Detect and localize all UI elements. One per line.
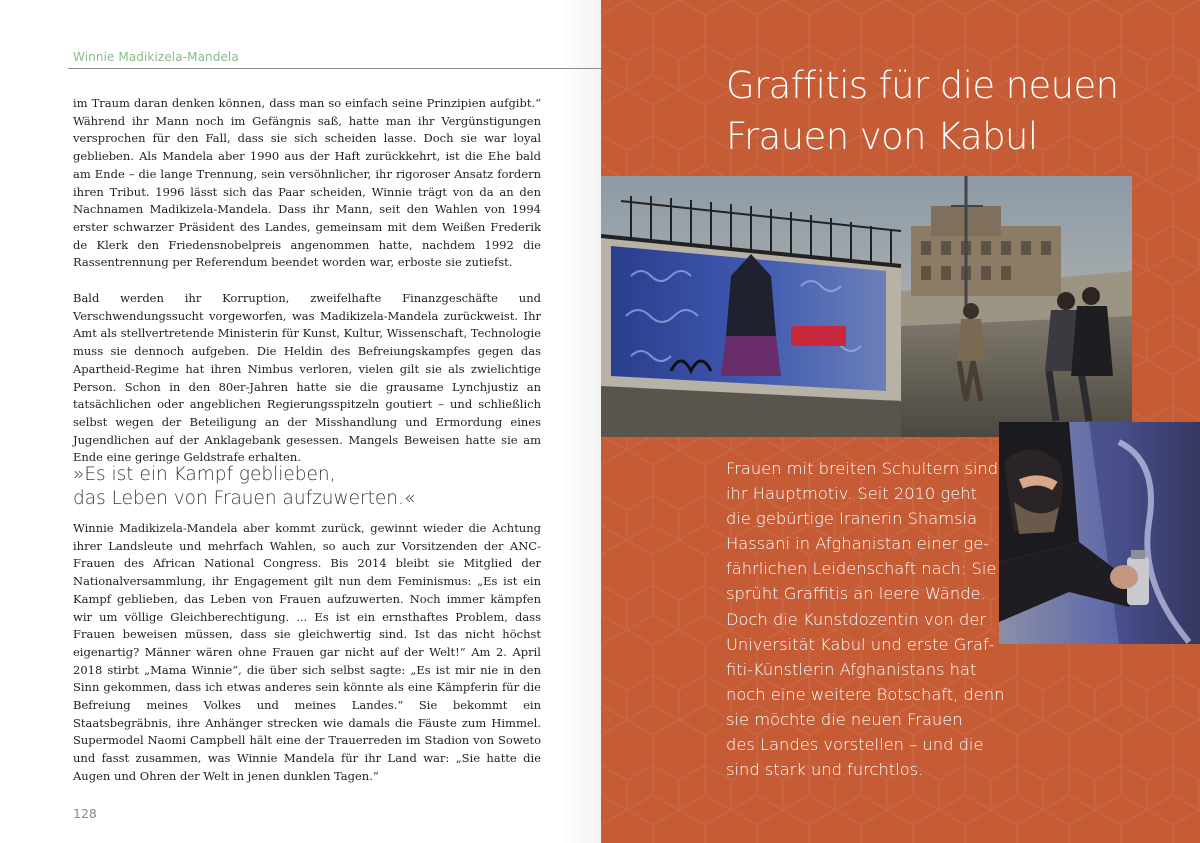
headline-line: Graffitis für die neuen [726,64,1119,107]
body-paragraph-1: im Traum daran denken können, dass man so einfach seine Prinzipien aufgibt.“ Während ihr Mann noch im Gefängnis saß, hatte man ihr Vergünstigungen versprochen für den Fall, dass sie sich scheiden lasse. Doch sie war loyal geblieben. Als Mandela aber 1990 aus der Haft zurückkehrt, ist die Ehe bald am Ende – die lange Trennung, sein versöhnlicher, ihr rigoroser Ansatz fordern ihren Tribut. 1996 lässt sich das Paar scheiden, Winnie trägt von da an den Nachnamen Madikizela-Mandela. Dass ihr Mann, seit den Wahlen von 1994 erster schwarzer Präsident des Landes, gemeinsam mit dem Weißen Frederik de Klerk den Friedensnobelpreis angenommen hatte, nachdem 1992 die Rassentrennung per Referendum beendet worden war, erboste sie zutiefst. [73,96,541,270]
feature-text-line: sind stark und furchtlos. [726,760,924,780]
feature-text-line: noch eine weitere Botschaft, denn [726,684,1005,704]
feature-text-line: die gebürtige Iranerin Shamsia [726,509,978,529]
pull-quote-line: das Leben von Frauen aufzuwerten.« [73,488,416,509]
feature-text-line: Universität Kabul und erste Graf- [726,634,995,654]
feature-text-line: ihr Hauptmotiv. Seit 2010 geht [726,484,977,504]
pull-quote-line: »Es ist ein Kampf geblieben, [73,464,336,485]
feature-text-line: sprüht Graffitis an leere Wände. [726,584,986,604]
right-page [601,0,1200,843]
headline [726,60,1186,162]
feature-text-line: des Landes vorstellen – und die [726,735,984,755]
header-rule [68,68,601,69]
body-paragraph-3: Winnie Madikizela-Mandela aber kommt zurück, gewinnt wieder die Achtung ihrer Landsleute und mehrfach Wahlen, so auch zur Vorsitzenden der ANC-Frauen des African National Congress. Bis 2014 bleibt sie Mitglied der Nationalversammlung, ihr Engagement gilt nun dem Feminismus: „Es ist ein Kampf geblieben, das Leben von Frauen aufzuwerten. Noch immer kämpfen wir um völlige Gleichberechtigung. ... Es ist ein ernsthaftes Problem, dass Frauen beweisen müssen, dass sie gleichwertig sind. Ist das nicht höchst eigenartig? Männer wären ohne Frauen gar nicht auf der Welt!“ Am 2. April 2018 stirbt „Mama Winnie“, die über sich selbst sagte: „Es ist mir nie in den Sinn gekommen, dass ich etwas anderes sein könnte als eine Kämpferin für die Befreiung meines Volkes und meines Landes.“ Sie bekommt ein Staatsbegräbnis, ihre Anhänger strecken wie damals die Fäuste zum Himmel. Supermodel Naomi Campbell hält eine der Trauerreden im Stadion von Soweto und fasst zusammen, was Winnie Mandela für ihr Land war: „Sie hatte die Augen und Ohren der Welt in jenen dunklen Tagen.“ [73,521,541,783]
feature-text-line: Doch die Kunstdozentin von der [726,609,987,629]
feature-text-line: fiti-Künstlerin Afghanistans hat [726,659,977,679]
feature-text-line: fährlichen Leidenschaft nach: Sie [726,559,997,579]
page-number: 128 [73,806,97,821]
pull-quote [73,463,541,511]
feature-text-line: sie möchte die neuen Frauen [726,709,963,729]
feature-text-line: Frauen mit breiten Schultern sind [726,459,999,478]
artist-spraying-photo [999,422,1200,644]
feature-body-text [726,456,1006,782]
gutter-shadow [561,0,601,843]
feature-text-line: Hassani in Afghanistan einer ge- [726,534,990,554]
headline-line: Frauen von Kabul [726,115,1038,158]
body-paragraph-2: Bald werden ihr Korruption, zweifelhafte Finanzgeschäfte und Verschwendungssucht vorgeworfen, was Madikizela-Mandela zurückweist. Ihr Amt als stellvertretende Ministerin für Kunst, Kultur, Wissenschaft, Technologie muss sie dennoch aufgeben. Die Heldin des Befreiungskampfes gegen das Apartheid-Regime hat ihren Nimbus verloren, vielen gilt sie als zwielichtige Person. Schon in den 80er-Jahren hatte sie die grausame Lynchjustiz an tatsächlichen oder angeblichen Regierungsspitzeln goutiert – und schließlich selbst wegen der Beteiligung an der Misshandlung und Ermordung eines Jugendlichen auf der Anklagebank gesessen. Mangels Beweisen hatte sie am Ende eine geringe Geldstrafe erhalten. [73,291,541,465]
running-head: Winnie Madikizela-Mandela [73,50,239,64]
graffiti-wall-photo [601,176,1132,437]
